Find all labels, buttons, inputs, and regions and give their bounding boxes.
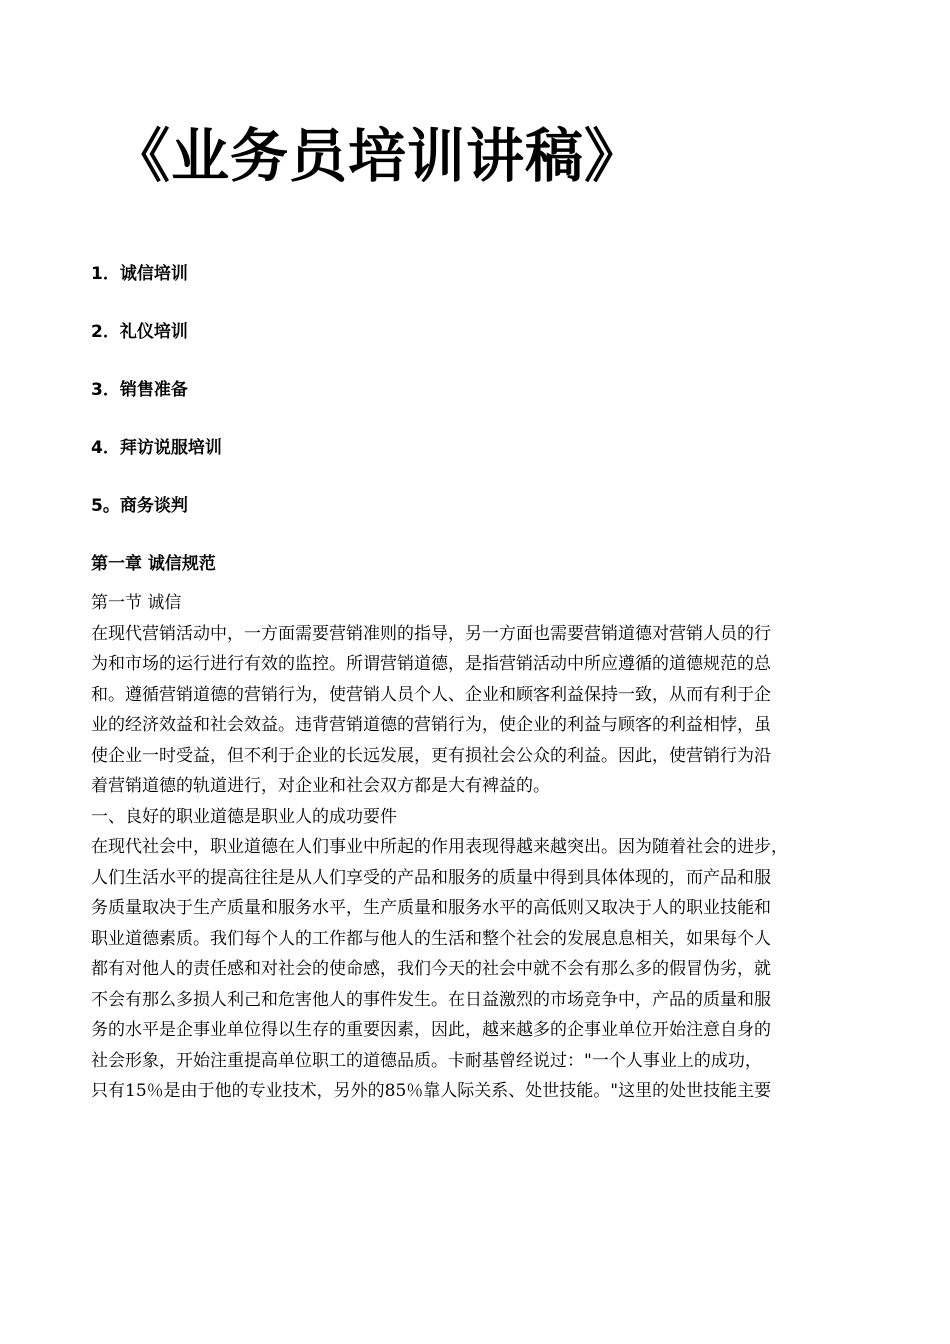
toc-item: 1．诚信培训 [91, 264, 188, 284]
text-line: 只有15％是由于他的专业技术，另外的85％靠人际关系、处世技能。"这里的处世技能主要 [91, 1081, 772, 1101]
subsection-heading: 一、良好的职业道德是职业人的成功要件 [91, 806, 397, 827]
chapter-heading: 第一章 诚信规范 [91, 554, 216, 574]
table-of-contents [91, 262, 222, 552]
text-line: 着营销道德的轨道进行，对企业和社会双方都是大有裨益的。 [91, 776, 550, 796]
section-heading: 第一节 诚信 [91, 593, 182, 613]
text-line: 在现代社会中，职业道德在人们事业中所起的作用表现得越来越突出。因为随着社会的进步， [91, 837, 788, 857]
text-line: 使企业一时受益，但不利于企业的长远发展，更有损社会公众的利益。因此，使营销行为沿 [91, 745, 771, 766]
text-line: 不会有那么多损人利己和危害他人的事件发生。在日益激烈的市场竞争中，产品的质量和服 [91, 989, 771, 1010]
toc-item: 5。商务谈判 [91, 496, 188, 516]
text-line: 职业道德素质。我们每个人的工作都与他人的生活和整个社会的发展息息相关，如果每个人 [91, 928, 771, 949]
text-line: 人们生活水平的提高往往是从人们享受的产品和服务的质量中得到具体体现的，而产品和服 [91, 867, 771, 888]
text-line: 务质量取决于生产质量和服务水平，生产质量和服务水平的高低则又取决于人的职业技能和 [91, 898, 771, 918]
text-line: 和。遵循营销道德的营销行为，使营销人员个人、企业和顾客利益保持一致，从而有利于企 [91, 684, 771, 705]
text-line: 在现代营销活动中，一方面需要营销准则的指导，另一方面也需要营销道德对营销人员的行 [91, 623, 771, 644]
toc-item: 2．礼仪培训 [91, 322, 188, 342]
text-line: 业的经济效益和社会效益。违背营销道德的营销行为，使企业的利益与顾客的利益相悖，虽 [91, 715, 771, 735]
text-line: 都有对他人的责任感和对社会的使命感，我们今天的社会中就不会有那么多的假冒伪劣，就 [91, 959, 771, 979]
text-line: 为和市场的运行进行有效的监控。所谓营销道德，是指营销活动中所应遵循的道德规范的总 [91, 654, 771, 674]
toc-item: 4．拜访说服培训 [91, 438, 222, 458]
text-line: 社会形象，开始注重提高单位职工的道德品质。卡耐基曾经说过："一个人事业上的成功， [91, 1050, 762, 1071]
toc-item: 3．销售准备 [91, 380, 188, 400]
body-text [91, 588, 861, 1107]
document-title: 《业务员培训讲稿》 [112, 122, 644, 190]
text-line: 务的水平是企事业单位得以生存的重要因素，因此，越来越多的企事业单位开始注意自身的 [91, 1020, 771, 1040]
